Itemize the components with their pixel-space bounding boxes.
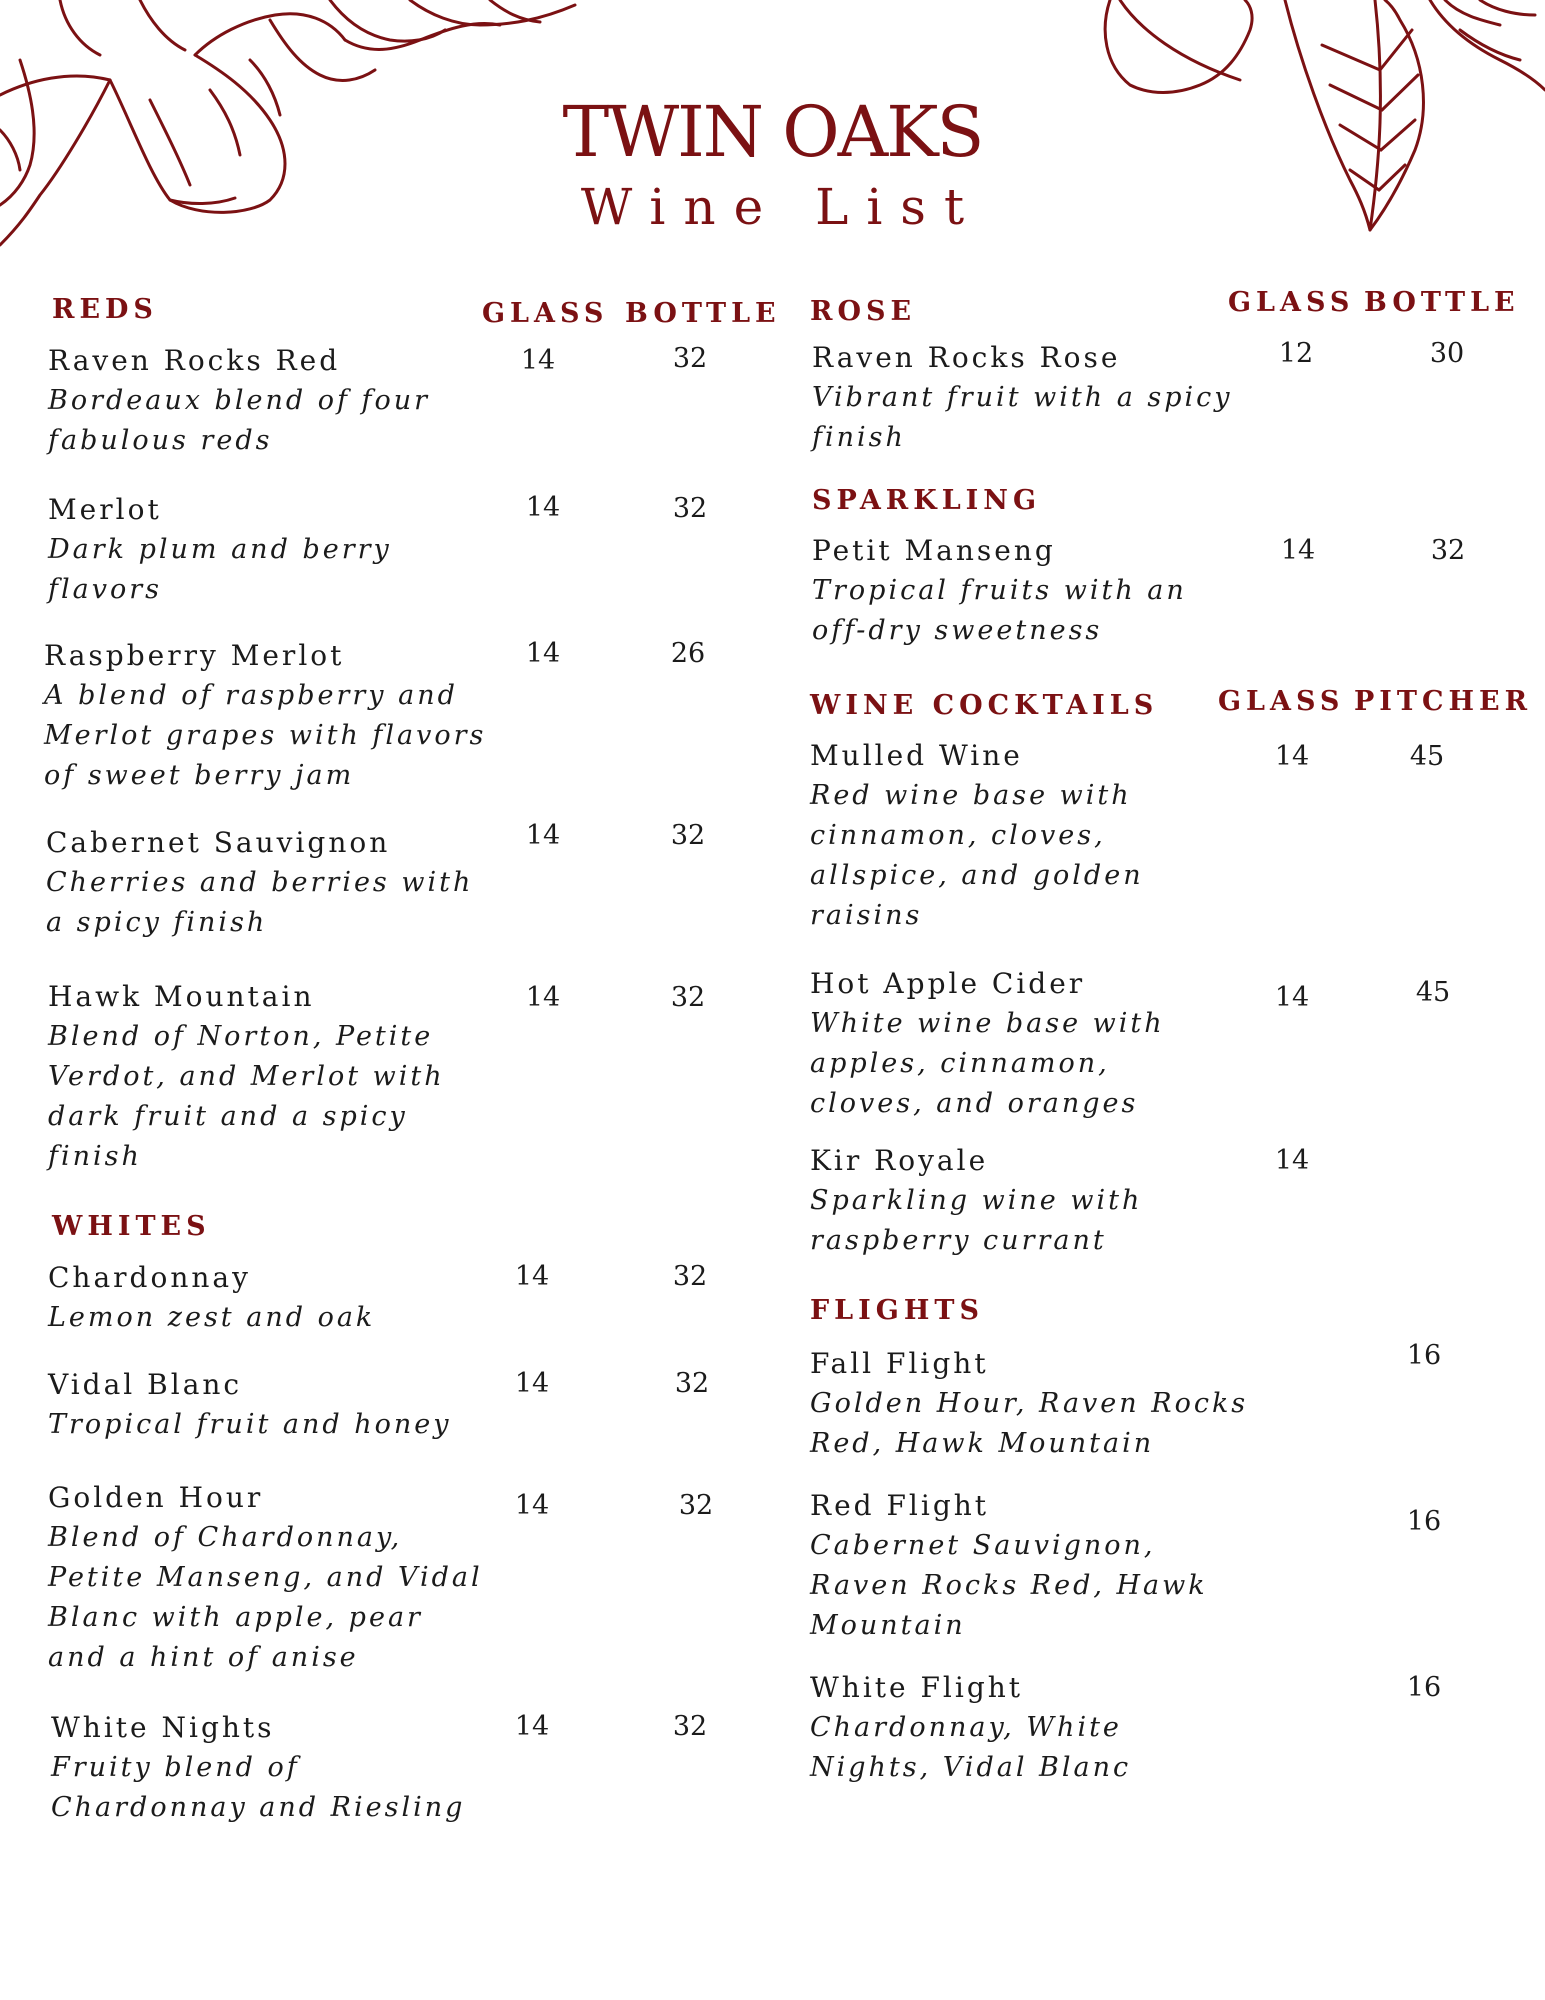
wine-name: Mulled Wine (810, 739, 1023, 772)
glass-price: 14 (525, 492, 561, 523)
wine-name: Hawk Mountain (48, 980, 315, 1013)
glass-price: 14 (520, 345, 556, 376)
flight-price: 16 (1406, 1340, 1442, 1371)
wine-name: Raven Rocks Red (48, 344, 341, 377)
wine-description: A blend of raspberry and Merlot grapes with flavors of sweet berry jam (44, 680, 487, 791)
wine-name: Chardonnay (48, 1261, 251, 1294)
wine-description: Golden Hour, Raven Rocks Red, Hawk Mountain (810, 1388, 1249, 1459)
bottle-price: 32 (670, 820, 706, 851)
wine-name: Raspberry Merlot (44, 639, 345, 672)
glass-price: 14 (514, 1711, 550, 1742)
glass-price: 14 (1274, 982, 1310, 1013)
wine-description: Chardonnay, White Nights, Vidal Blanc (810, 1712, 1132, 1783)
flight-price: 16 (1406, 1672, 1442, 1703)
section-title-flights: FLIGHTS (810, 1295, 984, 1326)
wine-name: Raven Rocks Rose (812, 341, 1121, 374)
section-title-sparkling: SPARKLING (812, 485, 1042, 516)
glass-price: 14 (1280, 535, 1316, 566)
column-header-bottle: BOTTLE (1364, 287, 1520, 318)
wine-description: Cherries and berries with a spicy finish (46, 867, 474, 938)
wine-description: Dark plum and berry flavors (48, 534, 392, 605)
wine-description: Blend of Norton, Petite Verdot, and Merlot with dark fruit and a spicy finish (48, 1021, 445, 1172)
wine-name: Hot Apple Cider (810, 967, 1086, 1000)
wine-description: Fruity blend of Chardonnay and Riesling (51, 1752, 466, 1823)
section-title-wine-cocktails: WINE COCKTAILS (810, 690, 1159, 721)
column-header-bottle: BOTTLE (625, 298, 781, 329)
wine-description: White wine base with apples, cinnamon, cloves, and oranges (810, 1008, 1165, 1119)
bottle-price: 32 (674, 1368, 710, 1399)
column-header-glass: GLASS (482, 298, 609, 329)
column-header-glass: GLASS (1228, 287, 1355, 318)
wine-name: Golden Hour (48, 1481, 264, 1514)
glass-price: 14 (525, 638, 561, 669)
glass-price: 14 (514, 1261, 550, 1292)
pitcher-price: 45 (1409, 741, 1445, 772)
wine-name: Red Flight (810, 1489, 990, 1522)
wine-description: Tropical fruit and honey (48, 1409, 452, 1440)
wine-description: Bordeaux blend of four fabulous reds (48, 385, 431, 456)
page-title: TWIN OAKS (562, 91, 983, 173)
wine-description: Lemon zest and oak (48, 1302, 376, 1333)
flight-price: 16 (1406, 1506, 1442, 1537)
wine-name: Merlot (48, 493, 162, 526)
bottle-price: 32 (672, 493, 708, 524)
column-header-glass: GLASS (1218, 686, 1345, 717)
glass-price: 12 (1278, 338, 1314, 369)
wine-description: Cabernet Sauvignon, Raven Rocks Red, Hawk Mountain (810, 1530, 1208, 1641)
glass-price: 14 (514, 1368, 550, 1399)
glass-price: 14 (514, 1490, 550, 1521)
glass-price: 14 (525, 820, 561, 851)
bottle-price: 30 (1429, 338, 1465, 369)
wine-description: Sparkling wine with raspberry currant (810, 1185, 1143, 1256)
bottle-price: 32 (672, 343, 708, 374)
wine-name: Vidal Blanc (48, 1368, 243, 1401)
wine-name: Fall Flight (810, 1347, 989, 1380)
section-title-whites: WHITES (52, 1211, 211, 1242)
wine-name: White Nights (51, 1711, 275, 1744)
wine-name: Petit Manseng (812, 534, 1056, 567)
bottle-price: 32 (678, 1490, 714, 1521)
glass-price: 14 (1274, 1145, 1310, 1176)
glass-price: 14 (525, 982, 561, 1013)
glass-price: 14 (1274, 741, 1310, 772)
wine-name: White Flight (810, 1671, 1024, 1704)
page-subtitle: Wine List (580, 178, 983, 236)
column-header-pitcher: PITCHER (1354, 686, 1533, 717)
bottle-price: 32 (1430, 535, 1466, 566)
wine-description: Tropical fruits with an off-dry sweetness (812, 575, 1187, 646)
bottle-price: 32 (670, 982, 706, 1013)
wine-name: Kir Royale (810, 1144, 989, 1177)
wine-description: Blend of Chardonnay, Petite Manseng, and Vidal Blanc with apple, pear and a hint of anise (48, 1522, 483, 1673)
bottle-price: 32 (672, 1261, 708, 1292)
bottle-price: 32 (672, 1711, 708, 1742)
wine-name: Cabernet Sauvignon (46, 826, 391, 859)
section-title-rose: ROSE (810, 296, 917, 327)
section-title-reds: REDS (52, 294, 158, 325)
wine-description: Red wine base with cinnamon, cloves, allspice, and golden raisins (810, 780, 1144, 931)
bottle-price: 26 (670, 638, 706, 669)
wine-description: Vibrant fruit with a spicy finish (812, 382, 1233, 453)
pitcher-price: 45 (1415, 977, 1451, 1008)
